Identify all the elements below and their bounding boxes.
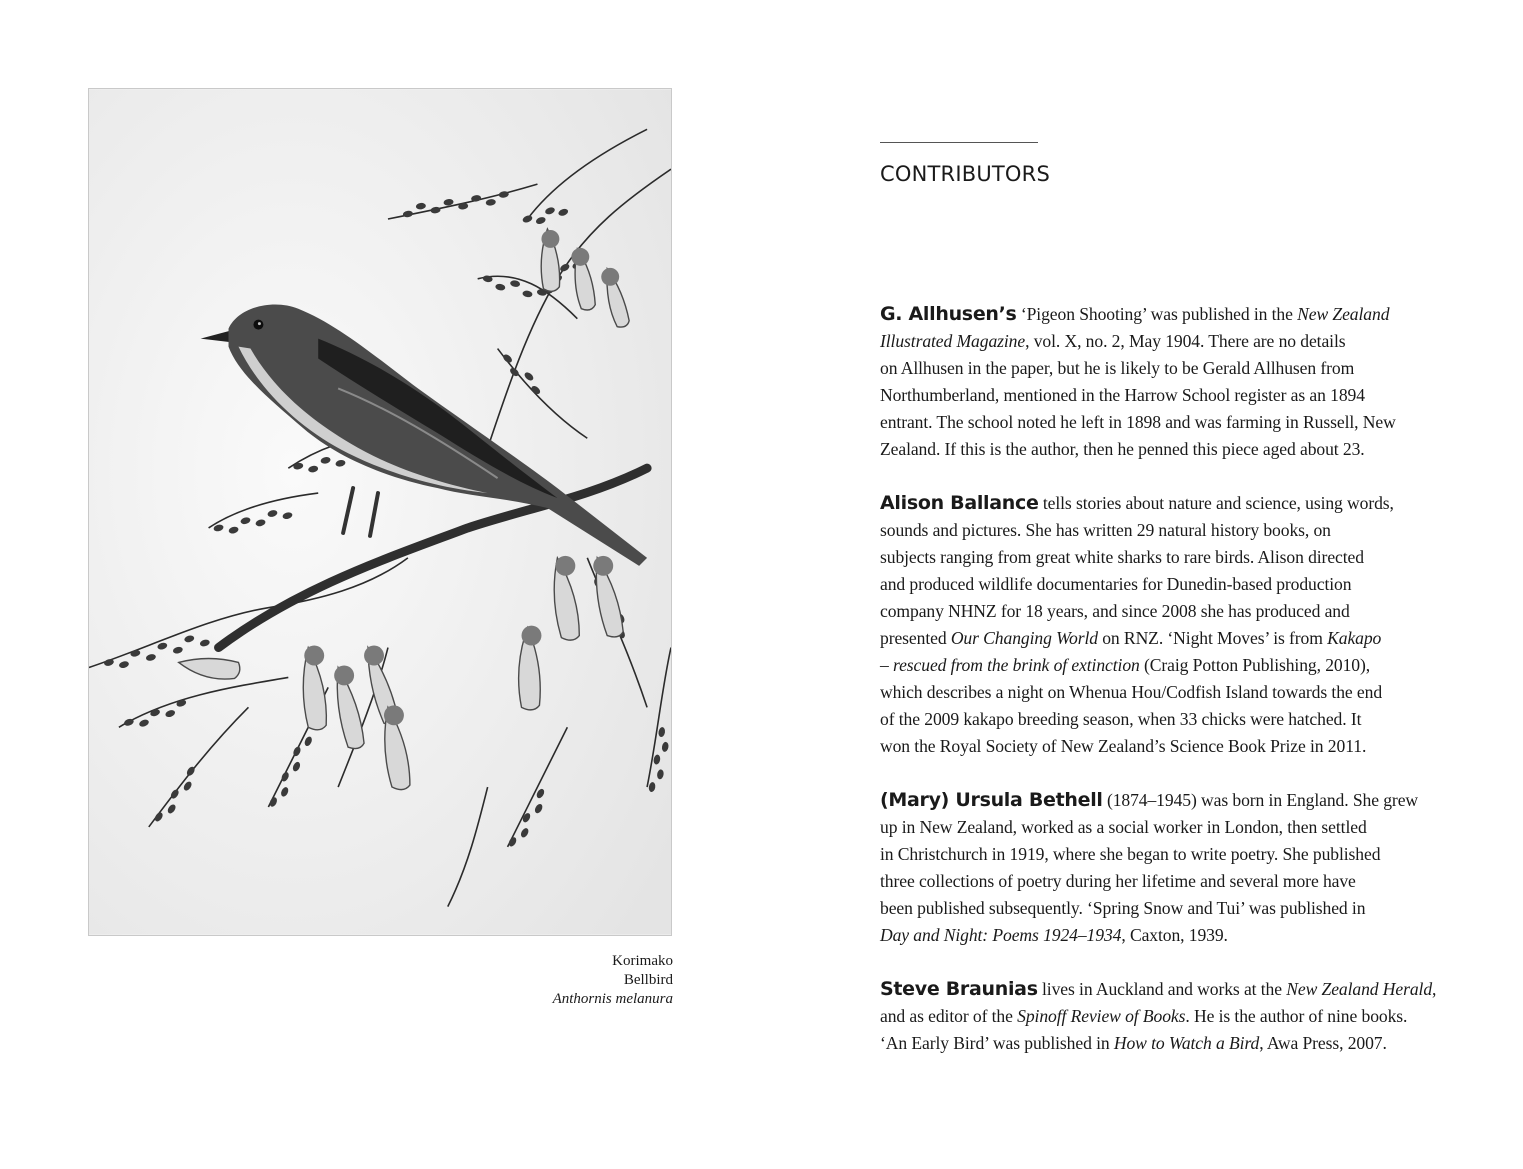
bellbird-drawing — [89, 89, 671, 935]
italic-text: Day and Night: Poems 1924–1934 — [880, 925, 1122, 945]
body-text: in Christchurch in 1919, where she began to write poetry. She published — [880, 844, 1381, 864]
page-title: CONTRIBUTORS — [880, 162, 1050, 186]
body-text: entrant. The school noted he left in 1898 and was farming in Russell, New — [880, 412, 1396, 432]
italic-text: Illustrated Magazine — [880, 331, 1026, 351]
entry-line — [880, 706, 1428, 733]
body-text: and produced wildlife documentaries for Dunedin-based production — [880, 574, 1352, 594]
italic-text: How to Watch a Bird — [1113, 1033, 1260, 1053]
body-text: Northumberland, mentioned in the Harrow School register as an 1894 — [880, 385, 1365, 405]
entry-line — [880, 814, 1428, 841]
entry-line — [880, 517, 1428, 544]
illustration-caption — [400, 952, 673, 1009]
entry-line — [880, 571, 1428, 598]
body-text: company NHNZ for 18 years, and since 2008 she has produced and — [880, 601, 1350, 621]
contributor-name: Alison Ballance — [880, 492, 1039, 514]
entry-line — [880, 436, 1428, 463]
entry-line — [880, 787, 1428, 814]
contributor-entry — [880, 976, 1437, 1057]
caption-scientific-name: Anthornis melanura — [552, 991, 673, 1007]
entry-line — [880, 328, 1428, 355]
body-text: on RNZ. ‘Night Moves’ is from — [1097, 628, 1328, 648]
heading-rule — [880, 142, 1038, 143]
entry-line — [880, 544, 1428, 571]
entry-line — [880, 922, 1428, 949]
entry-line — [880, 301, 1428, 328]
body-text: presented — [880, 628, 951, 648]
body-text: sounds and pictures. She has written 29 natural history books, on — [880, 520, 1331, 540]
body-text: (1874–1945) was born in England. She grew — [1102, 790, 1419, 810]
italic-text: Kakapo — [1327, 628, 1382, 648]
entry-line — [880, 355, 1428, 382]
caption-maori-name: Korimako — [612, 953, 673, 969]
body-text: ‘An Early Bird’ was published in — [880, 1033, 1114, 1053]
body-text: tells stories about nature and science, using words, — [1038, 493, 1394, 513]
entry-line — [880, 409, 1428, 436]
entry-line — [880, 868, 1428, 895]
body-text: Zealand. If this is the author, then he penned this piece aged about 23. — [880, 439, 1365, 459]
contributor-name: Steve Braunias — [880, 978, 1038, 1000]
body-text: up in New Zealand, worked as a social worker in London, then settled — [880, 817, 1367, 837]
contributor-name: (Mary) Ursula Bethell — [880, 789, 1103, 811]
contributor-list — [880, 301, 1437, 1084]
italic-text: Our Changing World — [950, 628, 1098, 648]
body-text: lives in Auckland and works at the — [1037, 979, 1287, 999]
entry-line — [880, 1003, 1428, 1030]
contributor-entry — [880, 787, 1428, 949]
body-text: which describes a night on Whenua Hou/Codfish Island towards the end — [880, 682, 1383, 702]
body-text: been published subsequently. ‘Spring Snow and Tui’ was published in — [880, 898, 1366, 918]
body-text: , Caxton, 1939. — [1121, 925, 1228, 945]
italic-text: New Zealand Herald — [1286, 979, 1433, 999]
body-text: , vol. X, no. 2, May 1904. There are no details — [1025, 331, 1346, 351]
entry-line — [880, 841, 1428, 868]
entry-line — [880, 625, 1428, 652]
entry-line — [880, 1030, 1428, 1057]
contributor-entry — [880, 490, 1428, 760]
body-text: won the Royal Society of New Zealand’s Science Book Prize in 2011. — [880, 736, 1367, 756]
italic-text: – rescued from the brink of extinction — [880, 655, 1140, 675]
entry-line — [880, 679, 1428, 706]
body-text: , Awa Press, 2007. — [1259, 1033, 1387, 1053]
entry-line — [880, 976, 1437, 1003]
body-text: and as editor of the — [880, 1006, 1018, 1026]
bellbird-illustration — [88, 88, 672, 936]
body-text: of the 2009 kakapo breeding season, when 33 chicks were hatched. It — [880, 709, 1362, 729]
italic-text: Spinoff Review of Books — [1017, 1006, 1186, 1026]
body-text: on Allhusen in the paper, but he is likely to be Gerald Allhusen from — [880, 358, 1355, 378]
body-text: three collections of poetry during her lifetime and several more have — [880, 871, 1356, 891]
body-text: , — [1432, 979, 1437, 999]
caption-common-name: Bellbird — [623, 972, 673, 988]
entry-line — [880, 733, 1428, 760]
italic-text: New Zealand — [1297, 304, 1390, 324]
contributor-name: G. Allhusen’s — [880, 303, 1017, 325]
body-text: (Craig Potton Publishing, 2010), — [1139, 655, 1371, 675]
body-text: ‘Pigeon Shooting’ was published in the — [1016, 304, 1298, 324]
entry-line — [880, 490, 1428, 517]
body-text: subjects ranging from great white sharks to rare birds. Alison directed — [880, 547, 1364, 567]
entry-line — [880, 652, 1428, 679]
contributor-entry — [880, 301, 1428, 463]
entry-line — [880, 598, 1428, 625]
entry-line — [880, 895, 1428, 922]
entry-line — [880, 382, 1428, 409]
body-text: . He is the author of nine books. — [1185, 1006, 1408, 1026]
